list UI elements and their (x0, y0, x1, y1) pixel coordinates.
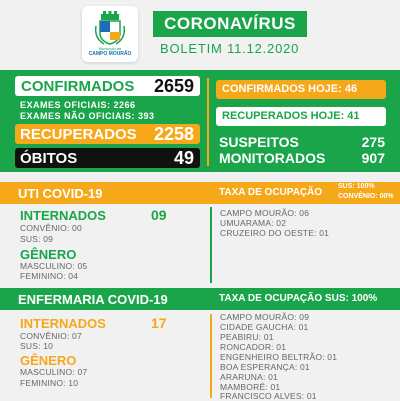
enfermaria-header (0, 288, 400, 310)
suspects-value: 275 (361, 134, 385, 150)
enfermaria-city: PEABIRU: 01 (220, 332, 274, 342)
monitored-value: 907 (361, 150, 385, 166)
enfermaria-city: FRANCISCO ALVES: 01 (220, 391, 317, 401)
enfermaria-divider (210, 314, 212, 398)
uti-divider (210, 207, 212, 283)
official-exams: EXAMES OFICIAIS: 2266 (20, 100, 136, 110)
enfermaria-city: BOA ESPERANÇA: 01 (220, 362, 310, 372)
uti-occupancy-sus: SUS: 100% (338, 183, 375, 190)
confirmed-value: 2659 (153, 76, 194, 96)
uti-city: UMUARAMA: 02 (220, 218, 287, 228)
enfermaria-title: ENFERMARIA COVID-19 (18, 292, 168, 307)
monitored-label: MONITORADOS (219, 150, 326, 166)
confirmed-box (15, 76, 200, 96)
confirmed-today: CONFIRMADOS HOJE: 46 (222, 83, 358, 95)
enfermaria-convenio: CONVÊNIO: 07 (20, 331, 82, 341)
recovered-today: RECUPERADOS HOJE: 41 (222, 110, 360, 122)
uti-convenio: CONVÊNIO: 00 (20, 223, 82, 233)
enfermaria-occupancy: TAXA DE OCUPAÇÃO SUS: 100% (219, 293, 378, 304)
deaths-box (15, 148, 200, 168)
deaths-label: ÓBITOS (20, 150, 78, 167)
enfermaria-feminino: FEMININO: 10 (20, 378, 79, 388)
summary-panel (0, 70, 400, 172)
uti-header (0, 182, 400, 204)
recovered-value: 2258 (153, 124, 194, 144)
enfermaria-sus: SUS: 10 (20, 341, 54, 351)
bulletin-date: BOLETIM 11.12.2020 (160, 41, 300, 56)
uti-internados-label: INTERNADOS (20, 208, 106, 223)
recovered-label: RECUPERADOS (20, 126, 137, 143)
uti-title: UTI COVID-19 (18, 186, 103, 201)
enfermaria-city: MAMBORÊ: 01 (220, 382, 281, 392)
enfermaria-city: ENGENHEIRO BELTRÃO: 01 (220, 352, 338, 362)
enfermaria-internados-value: 17 (151, 315, 167, 331)
uti-internados-value: 09 (151, 207, 167, 223)
enfermaria-city: CAMPO MOURÃO: 09 (220, 312, 310, 322)
enfermaria-internados-label: INTERNADOS (20, 316, 106, 331)
uti-city: CAMPO MOURÃO: 06 (220, 208, 310, 218)
deaths-value: 49 (173, 148, 194, 168)
enfermaria-city: ARARUNA: 01 (220, 372, 278, 382)
logo-caption-bottom: CAMPO MOURÃO (88, 51, 132, 57)
suspects-label: SUSPEITOS (219, 134, 299, 150)
uti-occupancy-convenio: CONVÊNIO: 00% (338, 193, 394, 200)
uti-city: CRUZEIRO DO OESTE: 01 (220, 228, 330, 238)
uti-sus: SUS: 09 (20, 234, 54, 244)
enfermaria-masculino: MASCULINO: 07 (20, 367, 88, 377)
recovered-today-box (216, 107, 386, 126)
uti-occupancy-label: TAXA DE OCUPAÇÃO (219, 187, 323, 198)
uti-genero-label: GÊNERO (20, 247, 77, 262)
page-title: CORONAVÍRUS (153, 11, 307, 37)
enfermaria-city: RONCADOR: 01 (220, 342, 287, 352)
unofficial-exams: EXAMES NÃO OFICIAIS: 393 (20, 111, 155, 121)
confirmed-today-box (216, 80, 386, 99)
enfermaria-genero-label: GÊNERO (20, 353, 77, 368)
logo (82, 6, 138, 62)
enfermaria-city: CIDADE GAUCHA: 01 (220, 322, 309, 332)
uti-masculino: MASCULINO: 05 (20, 261, 88, 271)
logo-caption-top: Município de (98, 46, 122, 51)
confirmed-label: CONFIRMADOS (21, 78, 135, 95)
divider (207, 78, 209, 166)
recovered-box (15, 124, 200, 144)
uti-feminino: FEMININO: 04 (20, 271, 79, 281)
